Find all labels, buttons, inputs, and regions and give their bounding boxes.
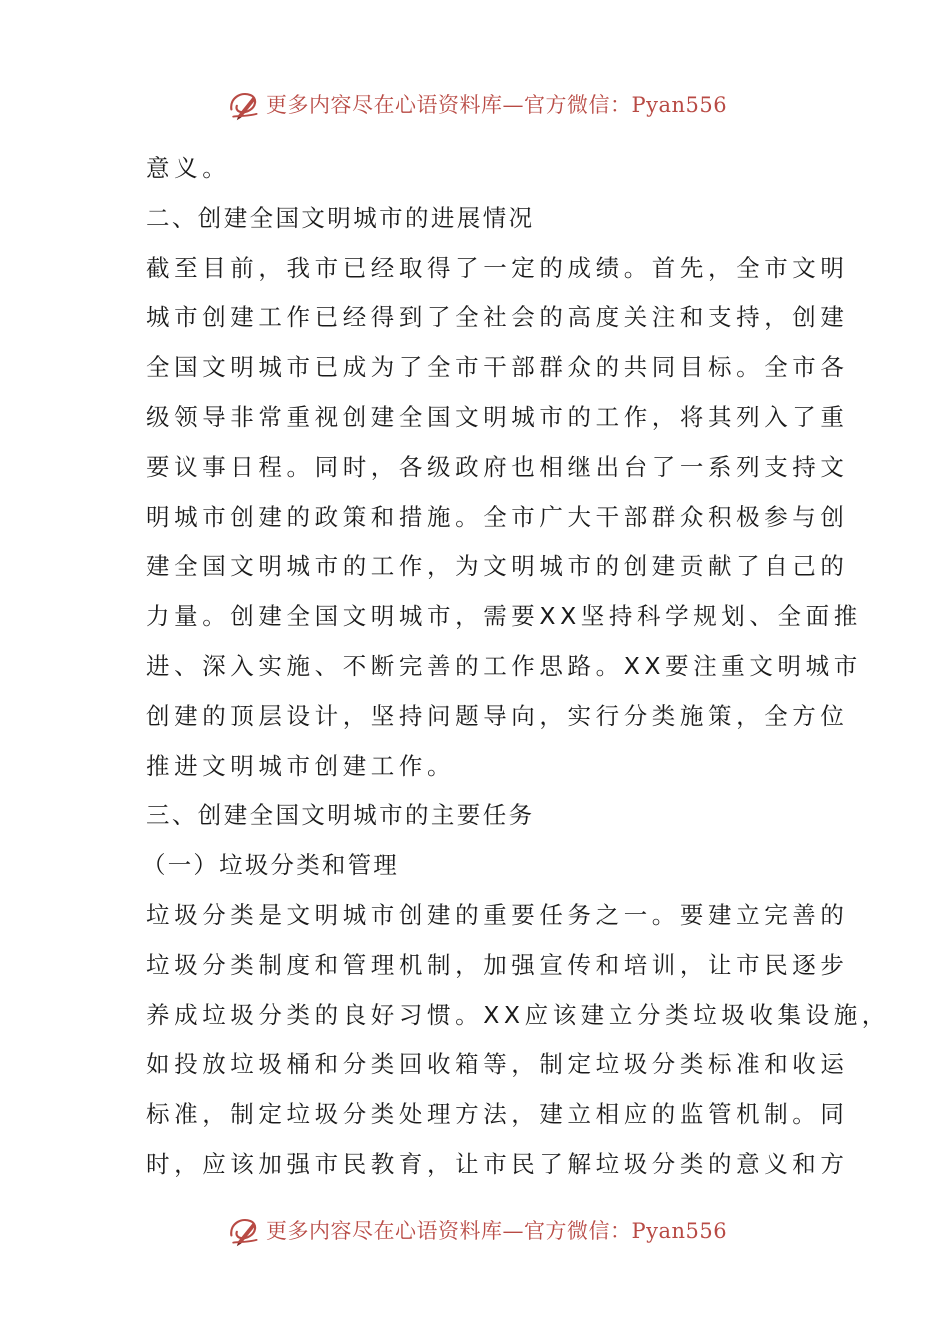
watermark-text: 更多内容尽在心语资料库—官方微信：Pyan556 (266, 93, 728, 117)
paragraph-line: 垃圾分类是文明城市创建的重要任务之一。要建立完善的 (146, 900, 849, 929)
paragraph-line: 意义。 (146, 154, 231, 182)
footer-watermark (226, 1210, 746, 1250)
paragraph-line: 要议事日程。同时，各级政府也相继出台了一系列支持文 (146, 452, 849, 481)
signature-pen-logo-icon (226, 1212, 262, 1248)
paragraph-line: 明城市创建的政策和措施。全市广大干部群众积极参与创 (146, 502, 849, 531)
section-heading: 三、创建全国文明城市的主要任务 (146, 801, 535, 830)
document-body (142, 144, 890, 1190)
paragraph-line: 创建的顶层设计，坚持问题导向，实行分类施策，全方位 (146, 701, 849, 730)
paragraph-line: 截至目前，我市已经取得了一定的成绩。首先，全市文明 (146, 253, 849, 282)
watermark-text: 更多内容尽在心语资料库—官方微信：Pyan556 (266, 1219, 728, 1243)
paragraph-line: 如投放垃圾桶和分类回收箱等，制定垃圾分类标准和收运 (146, 1050, 849, 1079)
paragraph-line: 时，应该加强市民教育，让市民了解垃圾分类的意义和方 (146, 1149, 849, 1178)
paragraph-line: 养成垃圾分类的良好习惯。XX应该建立分类垃圾收集设施， (146, 1000, 890, 1029)
paragraph-line: 推进文明城市创建工作。 (146, 751, 456, 780)
paragraph-line: 标准，制定垃圾分类处理方法，建立相应的监管机制。同 (146, 1100, 849, 1129)
paragraph-line: 垃圾分类制度和管理机制，加强宣传和培训，让市民逐步 (146, 950, 849, 979)
signature-pen-logo-icon (226, 86, 262, 122)
paragraph-line: 城市创建工作已经得到了全社会的高度关注和支持，创建 (146, 303, 849, 332)
paragraph-line: 进、深入实施、不断完善的工作思路。XX要注重文明城市 (146, 651, 862, 680)
paragraph-line: 级领导非常重视创建全国文明城市的工作，将其列入了重 (146, 402, 849, 431)
paragraph-line: 建全国文明城市的工作，为文明城市的创建贡献了自己的 (146, 552, 849, 581)
paragraph-line: 全国文明城市已成为了全市干部群众的共同目标。全市各 (146, 353, 849, 382)
header-watermark (226, 84, 746, 124)
section-heading: 二、创建全国文明城市的进展情况 (146, 203, 535, 232)
paragraph-line: 力量。创建全国文明城市，需要XX坚持科学规划、全面推 (146, 602, 862, 631)
subsection-heading: （一）垃圾分类和管理 (142, 851, 399, 880)
